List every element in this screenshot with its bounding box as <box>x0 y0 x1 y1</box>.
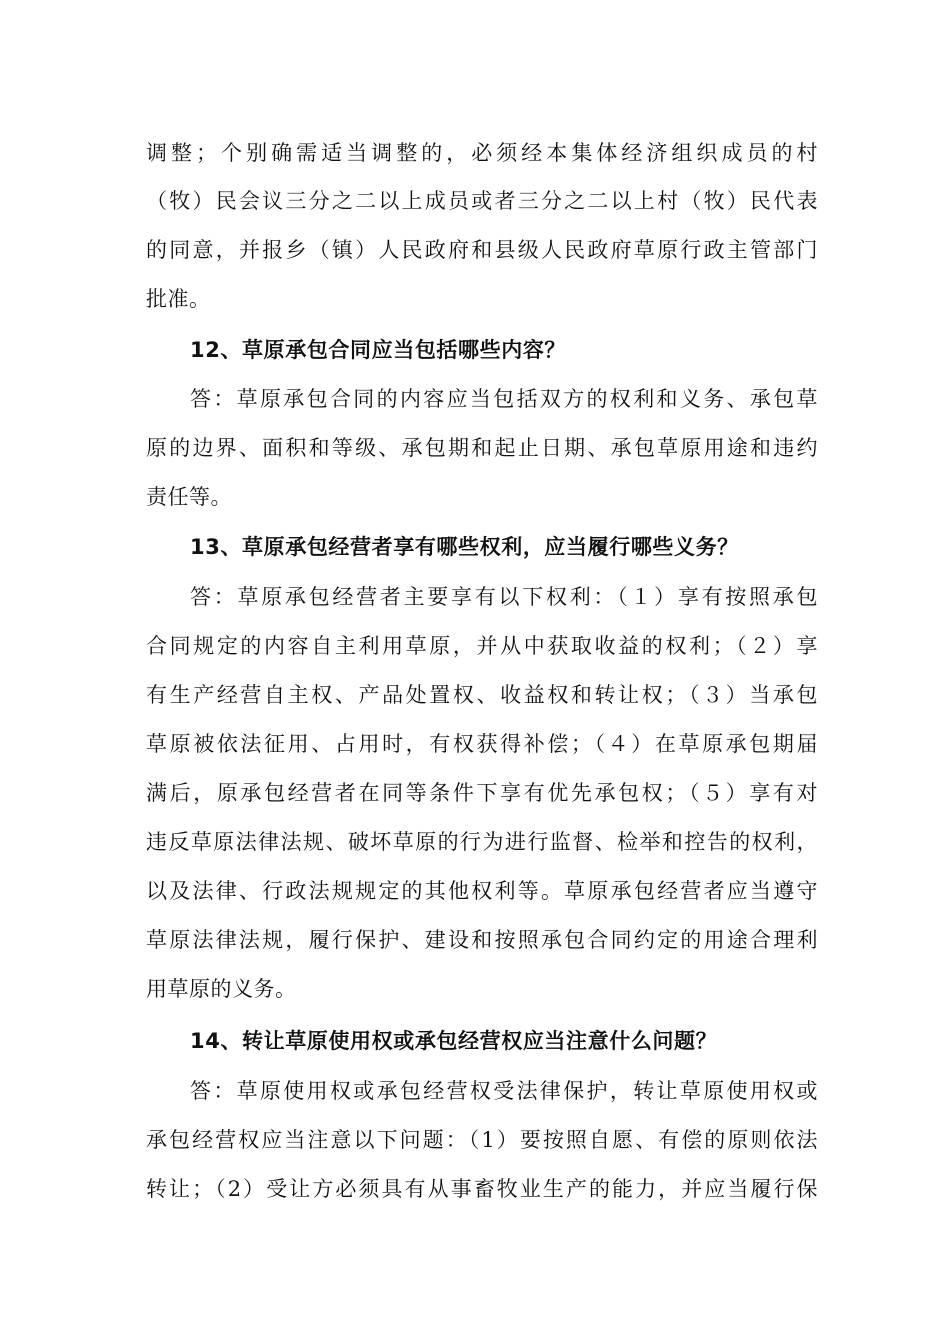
answer-text-line: 转让；（2）受让方必须具有从事畜牧业生产的能力，并应当履行保 <box>146 1177 818 1201</box>
question-heading-12: 12、草原承包合同应当包括哪些内容？ <box>190 338 567 362</box>
question-heading-13: 13、草原承包经营者享有哪些权利，应当履行哪些义务？ <box>190 535 739 559</box>
answer-text-line: 责任等。 <box>146 485 232 509</box>
answer-text-line: 以及法律、行政法规规定的其他权利等。草原承包经营者应当遵守 <box>146 879 818 903</box>
answer-text-line: 承包经营权应当注意以下问题：（1）要按照自愿、有偿的原则依法 <box>146 1128 818 1152</box>
body-text-line: 批准。 <box>146 287 211 311</box>
answer-text-line: 答：草原承包合同的内容应当包括双方的权利和义务、承包草 <box>190 387 818 411</box>
body-text-line: （牧）民会议三分之二以上成员或者三分之二以上村（牧）民代表 <box>146 189 818 213</box>
answer-text-line: 答：草原使用权或承包经营权受法律保护，转让草原使用权或 <box>190 1079 818 1103</box>
answer-text-line: 有生产经营自主权、产品处置权、收益权和转让权；（３）当承包 <box>146 683 818 707</box>
body-text-line: 调整；个别确需适当调整的，必须经本集体经济组织成员的村 <box>146 141 818 165</box>
body-text-line: 的同意，并报乡（镇）人民政府和县级人民政府草原行政主管部门 <box>146 238 818 262</box>
question-heading-14: 14、转让草原使用权或承包经营权应当注意什么问题？ <box>190 1029 718 1053</box>
answer-text-line: 原的边界、面积和等级、承包期和起止日期、承包草原用途和违约 <box>146 436 818 460</box>
answer-text-line: 满后，原承包经营者在同等条件下享有优先承包权；（５）享有对 <box>146 781 818 805</box>
answer-text-line: 答：草原承包经营者主要享有以下权利：（１）享有按照承包 <box>190 585 818 609</box>
answer-text-line: 合同规定的内容自主利用草原，并从中获取收益的权利；（２）享 <box>146 634 818 658</box>
answer-text-line: 用草原的义务。 <box>146 977 297 1001</box>
answer-text-line: 违反草原法律法规、破坏草原的行为进行监督、检举和控告的权利， <box>146 830 818 854</box>
answer-text-line: 草原法律法规，履行保护、建设和按照承包合同约定的用途合理利 <box>146 928 818 952</box>
answer-text-line: 草原被依法征用、占用时，有权获得补偿；（４）在草原承包期届 <box>146 732 818 756</box>
